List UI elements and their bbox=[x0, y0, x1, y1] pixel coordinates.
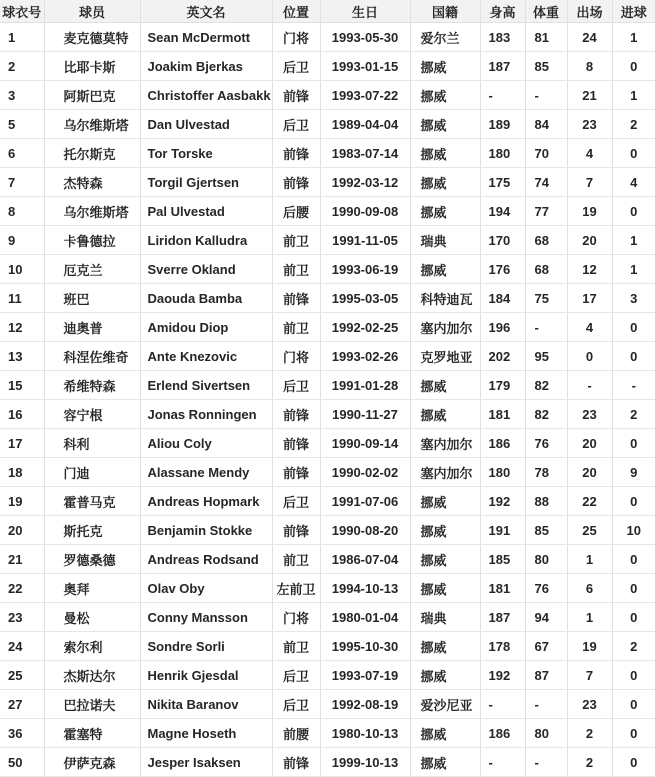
cell-weight: 81 bbox=[525, 23, 567, 52]
cell-appearances: 4 bbox=[567, 139, 612, 168]
cell-position: 后卫 bbox=[272, 661, 320, 690]
table-row bbox=[0, 313, 655, 342]
cell-weight: 70 bbox=[525, 139, 567, 168]
cell-nationality: 挪威 bbox=[410, 516, 480, 545]
cell-weight: - bbox=[525, 81, 567, 110]
cell-name_cn: 奥拜 bbox=[44, 574, 140, 603]
table-row bbox=[0, 719, 655, 748]
cell-position: 前卫 bbox=[272, 313, 320, 342]
cell-appearances: 7 bbox=[567, 661, 612, 690]
cell-height: 186 bbox=[480, 429, 525, 458]
cell-nationality: 瑞典 bbox=[410, 603, 480, 632]
cell-appearances: 23 bbox=[567, 400, 612, 429]
cell-goals: 2 bbox=[612, 632, 655, 661]
cell-appearances: 19 bbox=[567, 197, 612, 226]
cell-nationality: 挪威 bbox=[410, 574, 480, 603]
cell-birthday: 1994-10-13 bbox=[320, 574, 410, 603]
cell-goals: - bbox=[612, 371, 655, 400]
header-cell-jersey: 球衣号 bbox=[0, 0, 44, 23]
cell-goals: 9 bbox=[612, 458, 655, 487]
cell-name_en: Jonas Ronningen bbox=[140, 400, 272, 429]
cell-appearances: 6 bbox=[567, 574, 612, 603]
table-row bbox=[0, 545, 655, 574]
cell-birthday: 1992-03-12 bbox=[320, 168, 410, 197]
cell-name_en: Sondre Sorli bbox=[140, 632, 272, 661]
cell-height: 180 bbox=[480, 458, 525, 487]
cell-position: 前腰 bbox=[272, 719, 320, 748]
cell-jersey: 27 bbox=[0, 690, 44, 719]
cell-goals: 1 bbox=[612, 81, 655, 110]
cell-position: 后卫 bbox=[272, 487, 320, 516]
cell-height: 181 bbox=[480, 400, 525, 429]
cell-position: 前锋 bbox=[272, 748, 320, 777]
cell-height: 187 bbox=[480, 52, 525, 81]
cell-weight: 87 bbox=[525, 661, 567, 690]
cell-name_en: Joakim Bjerkas bbox=[140, 52, 272, 81]
cell-birthday: 1993-01-15 bbox=[320, 52, 410, 81]
cell-birthday: 1993-05-30 bbox=[320, 23, 410, 52]
cell-height: 192 bbox=[480, 487, 525, 516]
cell-nationality: 爱尔兰 bbox=[410, 23, 480, 52]
cell-name_cn: 杰特森 bbox=[44, 168, 140, 197]
cell-appearances: 23 bbox=[567, 690, 612, 719]
cell-position: 前卫 bbox=[272, 255, 320, 284]
cell-position: 后卫 bbox=[272, 52, 320, 81]
table-row bbox=[0, 139, 655, 168]
cell-nationality: 挪威 bbox=[410, 400, 480, 429]
cell-jersey: 16 bbox=[0, 400, 44, 429]
cell-jersey: 13 bbox=[0, 342, 44, 371]
cell-jersey: 11 bbox=[0, 284, 44, 313]
cell-goals: 0 bbox=[612, 661, 655, 690]
cell-height: 184 bbox=[480, 284, 525, 313]
table-header-row bbox=[0, 0, 655, 23]
cell-appearances: 23 bbox=[567, 110, 612, 139]
table-row bbox=[0, 226, 655, 255]
cell-weight: 77 bbox=[525, 197, 567, 226]
cell-weight: 95 bbox=[525, 342, 567, 371]
cell-jersey: 9 bbox=[0, 226, 44, 255]
cell-position: 前卫 bbox=[272, 632, 320, 661]
table-row bbox=[0, 748, 655, 777]
cell-jersey: 8 bbox=[0, 197, 44, 226]
cell-weight: 80 bbox=[525, 719, 567, 748]
cell-name_cn: 科涅佐维奇 bbox=[44, 342, 140, 371]
cell-name_en: Alassane Mendy bbox=[140, 458, 272, 487]
cell-goals: 0 bbox=[612, 603, 655, 632]
cell-goals: 0 bbox=[612, 342, 655, 371]
cell-jersey: 18 bbox=[0, 458, 44, 487]
cell-nationality: 挪威 bbox=[410, 545, 480, 574]
cell-name_cn: 霍普马克 bbox=[44, 487, 140, 516]
cell-goals: 2 bbox=[612, 400, 655, 429]
cell-appearances: 24 bbox=[567, 23, 612, 52]
cell-weight: 67 bbox=[525, 632, 567, 661]
cell-name_en: Ante Knezovic bbox=[140, 342, 272, 371]
cell-name_cn: 班巴 bbox=[44, 284, 140, 313]
cell-name_en: Nikita Baranov bbox=[140, 690, 272, 719]
cell-position: 左前卫 bbox=[272, 574, 320, 603]
header-cell-weight: 体重 bbox=[525, 0, 567, 23]
cell-name_cn: 阿斯巴克 bbox=[44, 81, 140, 110]
cell-birthday: 1992-08-19 bbox=[320, 690, 410, 719]
cell-height: 189 bbox=[480, 110, 525, 139]
cell-nationality: 挪威 bbox=[410, 632, 480, 661]
cell-nationality: 爱沙尼亚 bbox=[410, 690, 480, 719]
cell-position: 前锋 bbox=[272, 139, 320, 168]
cell-birthday: 1980-01-04 bbox=[320, 603, 410, 632]
table-row bbox=[0, 168, 655, 197]
cell-position: 后腰 bbox=[272, 197, 320, 226]
cell-goals: 1 bbox=[612, 23, 655, 52]
cell-name_en: Erlend Sivertsen bbox=[140, 371, 272, 400]
table-row bbox=[0, 516, 655, 545]
cell-jersey: 1 bbox=[0, 23, 44, 52]
cell-birthday: 1991-01-28 bbox=[320, 371, 410, 400]
cell-height: 170 bbox=[480, 226, 525, 255]
cell-jersey: 36 bbox=[0, 719, 44, 748]
cell-height: - bbox=[480, 690, 525, 719]
cell-height: 178 bbox=[480, 632, 525, 661]
cell-jersey: 50 bbox=[0, 748, 44, 777]
table-row bbox=[0, 400, 655, 429]
cell-weight: 88 bbox=[525, 487, 567, 516]
cell-weight: 82 bbox=[525, 371, 567, 400]
cell-name_en: Daouda Bamba bbox=[140, 284, 272, 313]
cell-position: 前锋 bbox=[272, 400, 320, 429]
cell-name_cn: 比耶卡斯 bbox=[44, 52, 140, 81]
cell-height: 183 bbox=[480, 23, 525, 52]
cell-height: 186 bbox=[480, 719, 525, 748]
cell-name_cn: 乌尔维斯塔 bbox=[44, 197, 140, 226]
cell-goals: 0 bbox=[612, 139, 655, 168]
table-row bbox=[0, 110, 655, 139]
cell-appearances: 25 bbox=[567, 516, 612, 545]
cell-jersey: 23 bbox=[0, 603, 44, 632]
cell-jersey: 2 bbox=[0, 52, 44, 81]
cell-name_en: Dan Ulvestad bbox=[140, 110, 272, 139]
cell-nationality: 塞内加尔 bbox=[410, 313, 480, 342]
cell-goals: 0 bbox=[612, 719, 655, 748]
cell-goals: 1 bbox=[612, 255, 655, 284]
cell-nationality: 挪威 bbox=[410, 748, 480, 777]
header-cell-appearances: 出场 bbox=[567, 0, 612, 23]
cell-nationality: 挪威 bbox=[410, 168, 480, 197]
cell-goals: 10 bbox=[612, 516, 655, 545]
table-row bbox=[0, 632, 655, 661]
cell-nationality: 瑞典 bbox=[410, 226, 480, 255]
cell-jersey: 10 bbox=[0, 255, 44, 284]
header-cell-goals: 进球 bbox=[612, 0, 655, 23]
cell-nationality: 挪威 bbox=[410, 110, 480, 139]
cell-weight: 68 bbox=[525, 255, 567, 284]
cell-goals: 0 bbox=[612, 197, 655, 226]
cell-goals: 0 bbox=[612, 574, 655, 603]
cell-goals: 1 bbox=[612, 226, 655, 255]
cell-height: 191 bbox=[480, 516, 525, 545]
cell-birthday: 1990-09-14 bbox=[320, 429, 410, 458]
cell-name_en: Sean McDermott bbox=[140, 23, 272, 52]
cell-height: 175 bbox=[480, 168, 525, 197]
cell-position: 前锋 bbox=[272, 284, 320, 313]
cell-birthday: 1993-07-22 bbox=[320, 81, 410, 110]
cell-weight: 76 bbox=[525, 574, 567, 603]
cell-jersey: 25 bbox=[0, 661, 44, 690]
cell-goals: 0 bbox=[612, 429, 655, 458]
cell-birthday: 1990-09-08 bbox=[320, 197, 410, 226]
cell-jersey: 6 bbox=[0, 139, 44, 168]
cell-name_cn: 索尔利 bbox=[44, 632, 140, 661]
cell-goals: 0 bbox=[612, 690, 655, 719]
table-row bbox=[0, 81, 655, 110]
cell-height: 179 bbox=[480, 371, 525, 400]
header-cell-birthday: 生日 bbox=[320, 0, 410, 23]
cell-position: 门将 bbox=[272, 342, 320, 371]
cell-weight: 85 bbox=[525, 52, 567, 81]
cell-name_en: Sverre Okland bbox=[140, 255, 272, 284]
cell-position: 后卫 bbox=[272, 110, 320, 139]
cell-nationality: 挪威 bbox=[410, 139, 480, 168]
cell-nationality: 塞内加尔 bbox=[410, 458, 480, 487]
cell-weight: 68 bbox=[525, 226, 567, 255]
cell-nationality: 挪威 bbox=[410, 661, 480, 690]
table-row bbox=[0, 371, 655, 400]
table-row bbox=[0, 342, 655, 371]
cell-appearances: 7 bbox=[567, 168, 612, 197]
cell-name_en: Tor Torske bbox=[140, 139, 272, 168]
cell-appearances: 0 bbox=[567, 342, 612, 371]
cell-nationality: 塞内加尔 bbox=[410, 429, 480, 458]
cell-name_cn: 斯托克 bbox=[44, 516, 140, 545]
cell-nationality: 挪威 bbox=[410, 255, 480, 284]
cell-name_en: Torgil Gjertsen bbox=[140, 168, 272, 197]
cell-jersey: 24 bbox=[0, 632, 44, 661]
header-cell-position: 位置 bbox=[272, 0, 320, 23]
cell-birthday: 1995-10-30 bbox=[320, 632, 410, 661]
cell-birthday: 1992-02-25 bbox=[320, 313, 410, 342]
cell-goals: 2 bbox=[612, 110, 655, 139]
cell-name_en: Benjamin Stokke bbox=[140, 516, 272, 545]
cell-name_en: Pal Ulvestad bbox=[140, 197, 272, 226]
cell-birthday: 1983-07-14 bbox=[320, 139, 410, 168]
cell-appearances: 19 bbox=[567, 632, 612, 661]
cell-position: 后卫 bbox=[272, 690, 320, 719]
cell-birthday: 1980-10-13 bbox=[320, 719, 410, 748]
cell-appearances: 20 bbox=[567, 429, 612, 458]
table-row bbox=[0, 284, 655, 313]
table-row bbox=[0, 458, 655, 487]
cell-name_cn: 托尔斯克 bbox=[44, 139, 140, 168]
cell-weight: 84 bbox=[525, 110, 567, 139]
cell-appearances: 4 bbox=[567, 313, 612, 342]
cell-position: 前锋 bbox=[272, 458, 320, 487]
cell-birthday: 1999-10-13 bbox=[320, 748, 410, 777]
cell-appearances: 22 bbox=[567, 487, 612, 516]
cell-appearances: 17 bbox=[567, 284, 612, 313]
cell-birthday: 1995-03-05 bbox=[320, 284, 410, 313]
cell-weight: 94 bbox=[525, 603, 567, 632]
cell-goals: 0 bbox=[612, 545, 655, 574]
cell-jersey: 20 bbox=[0, 516, 44, 545]
table-row bbox=[0, 52, 655, 81]
cell-height: 192 bbox=[480, 661, 525, 690]
cell-birthday: 1986-07-04 bbox=[320, 545, 410, 574]
cell-position: 后卫 bbox=[272, 371, 320, 400]
cell-name_en: Liridon Kalludra bbox=[140, 226, 272, 255]
cell-nationality: 挪威 bbox=[410, 371, 480, 400]
cell-nationality: 挪威 bbox=[410, 52, 480, 81]
cell-position: 门将 bbox=[272, 23, 320, 52]
cell-jersey: 19 bbox=[0, 487, 44, 516]
header-cell-name_en: 英文名 bbox=[140, 0, 272, 23]
cell-weight: 75 bbox=[525, 284, 567, 313]
table-row bbox=[0, 661, 655, 690]
cell-jersey: 5 bbox=[0, 110, 44, 139]
player-table-body bbox=[0, 23, 655, 777]
cell-nationality: 克罗地亚 bbox=[410, 342, 480, 371]
header-cell-height: 身高 bbox=[480, 0, 525, 23]
cell-name_en: Magne Hoseth bbox=[140, 719, 272, 748]
cell-position: 前锋 bbox=[272, 429, 320, 458]
table-row bbox=[0, 574, 655, 603]
cell-birthday: 1993-06-19 bbox=[320, 255, 410, 284]
cell-height: 181 bbox=[480, 574, 525, 603]
cell-goals: 0 bbox=[612, 52, 655, 81]
cell-height: - bbox=[480, 81, 525, 110]
cell-name_cn: 麦克德莫特 bbox=[44, 23, 140, 52]
cell-name_cn: 科利 bbox=[44, 429, 140, 458]
cell-height: 185 bbox=[480, 545, 525, 574]
cell-weight: 78 bbox=[525, 458, 567, 487]
cell-name_cn: 希维特森 bbox=[44, 371, 140, 400]
table-row bbox=[0, 690, 655, 719]
cell-appearances: 2 bbox=[567, 719, 612, 748]
cell-name_cn: 巴拉诺夫 bbox=[44, 690, 140, 719]
cell-name_cn: 罗德桑德 bbox=[44, 545, 140, 574]
header-cell-nationality: 国籍 bbox=[410, 0, 480, 23]
cell-name_cn: 迪奥普 bbox=[44, 313, 140, 342]
header-cell-name_cn: 球员 bbox=[44, 0, 140, 23]
cell-height: 194 bbox=[480, 197, 525, 226]
cell-appearances: 12 bbox=[567, 255, 612, 284]
cell-birthday: 1990-02-02 bbox=[320, 458, 410, 487]
table-row bbox=[0, 197, 655, 226]
cell-jersey: 3 bbox=[0, 81, 44, 110]
cell-goals: 0 bbox=[612, 487, 655, 516]
cell-name_cn: 霍塞特 bbox=[44, 719, 140, 748]
cell-nationality: 挪威 bbox=[410, 197, 480, 226]
table-row bbox=[0, 603, 655, 632]
cell-weight: 85 bbox=[525, 516, 567, 545]
cell-weight: - bbox=[525, 690, 567, 719]
cell-name_en: Aliou Coly bbox=[140, 429, 272, 458]
cell-jersey: 22 bbox=[0, 574, 44, 603]
cell-position: 前锋 bbox=[272, 168, 320, 197]
cell-height: 187 bbox=[480, 603, 525, 632]
cell-appearances: 1 bbox=[567, 545, 612, 574]
cell-name_cn: 容宁根 bbox=[44, 400, 140, 429]
cell-jersey: 17 bbox=[0, 429, 44, 458]
cell-goals: 0 bbox=[612, 748, 655, 777]
cell-jersey: 21 bbox=[0, 545, 44, 574]
cell-birthday: 1993-07-19 bbox=[320, 661, 410, 690]
cell-height: - bbox=[480, 748, 525, 777]
table-row bbox=[0, 487, 655, 516]
cell-height: 196 bbox=[480, 313, 525, 342]
cell-birthday: 1989-04-04 bbox=[320, 110, 410, 139]
cell-birthday: 1991-11-05 bbox=[320, 226, 410, 255]
cell-goals: 4 bbox=[612, 168, 655, 197]
cell-weight: 80 bbox=[525, 545, 567, 574]
cell-position: 门将 bbox=[272, 603, 320, 632]
cell-appearances: 8 bbox=[567, 52, 612, 81]
cell-position: 前卫 bbox=[272, 545, 320, 574]
table-row bbox=[0, 23, 655, 52]
cell-appearances: 20 bbox=[567, 226, 612, 255]
cell-appearances: 1 bbox=[567, 603, 612, 632]
cell-name_en: Andreas Hopmark bbox=[140, 487, 272, 516]
cell-name_en: Olav Oby bbox=[140, 574, 272, 603]
cell-name_cn: 曼松 bbox=[44, 603, 140, 632]
cell-weight: - bbox=[525, 313, 567, 342]
table-row bbox=[0, 429, 655, 458]
cell-weight: 76 bbox=[525, 429, 567, 458]
cell-appearances: 2 bbox=[567, 748, 612, 777]
cell-weight: - bbox=[525, 748, 567, 777]
cell-name_en: Henrik Gjesdal bbox=[140, 661, 272, 690]
cell-height: 202 bbox=[480, 342, 525, 371]
cell-birthday: 1993-02-26 bbox=[320, 342, 410, 371]
cell-name_en: Conny Mansson bbox=[140, 603, 272, 632]
cell-name_en: Christoffer Aasbakk bbox=[140, 81, 272, 110]
cell-weight: 82 bbox=[525, 400, 567, 429]
cell-name_cn: 乌尔维斯塔 bbox=[44, 110, 140, 139]
cell-birthday: 1990-08-20 bbox=[320, 516, 410, 545]
cell-name_cn: 卡鲁德拉 bbox=[44, 226, 140, 255]
cell-appearances: 20 bbox=[567, 458, 612, 487]
cell-height: 180 bbox=[480, 139, 525, 168]
cell-jersey: 7 bbox=[0, 168, 44, 197]
cell-weight: 74 bbox=[525, 168, 567, 197]
cell-goals: 3 bbox=[612, 284, 655, 313]
cell-name_en: Jesper Isaksen bbox=[140, 748, 272, 777]
cell-height: 176 bbox=[480, 255, 525, 284]
cell-position: 前锋 bbox=[272, 516, 320, 545]
cell-name_en: Amidou Diop bbox=[140, 313, 272, 342]
table-row bbox=[0, 255, 655, 284]
cell-birthday: 1991-07-06 bbox=[320, 487, 410, 516]
cell-appearances: 21 bbox=[567, 81, 612, 110]
cell-nationality: 挪威 bbox=[410, 487, 480, 516]
cell-jersey: 12 bbox=[0, 313, 44, 342]
cell-name_cn: 杰斯达尔 bbox=[44, 661, 140, 690]
cell-position: 前卫 bbox=[272, 226, 320, 255]
cell-nationality: 科特迪瓦 bbox=[410, 284, 480, 313]
cell-name_en: Andreas Rodsand bbox=[140, 545, 272, 574]
cell-position: 前锋 bbox=[272, 81, 320, 110]
cell-name_cn: 伊萨克森 bbox=[44, 748, 140, 777]
cell-goals: 0 bbox=[612, 313, 655, 342]
cell-name_cn: 门迪 bbox=[44, 458, 140, 487]
cell-birthday: 1990-11-27 bbox=[320, 400, 410, 429]
cell-nationality: 挪威 bbox=[410, 719, 480, 748]
cell-name_cn: 厄克兰 bbox=[44, 255, 140, 284]
cell-jersey: 15 bbox=[0, 371, 44, 400]
cell-nationality: 挪威 bbox=[410, 81, 480, 110]
cell-appearances: - bbox=[567, 371, 612, 400]
